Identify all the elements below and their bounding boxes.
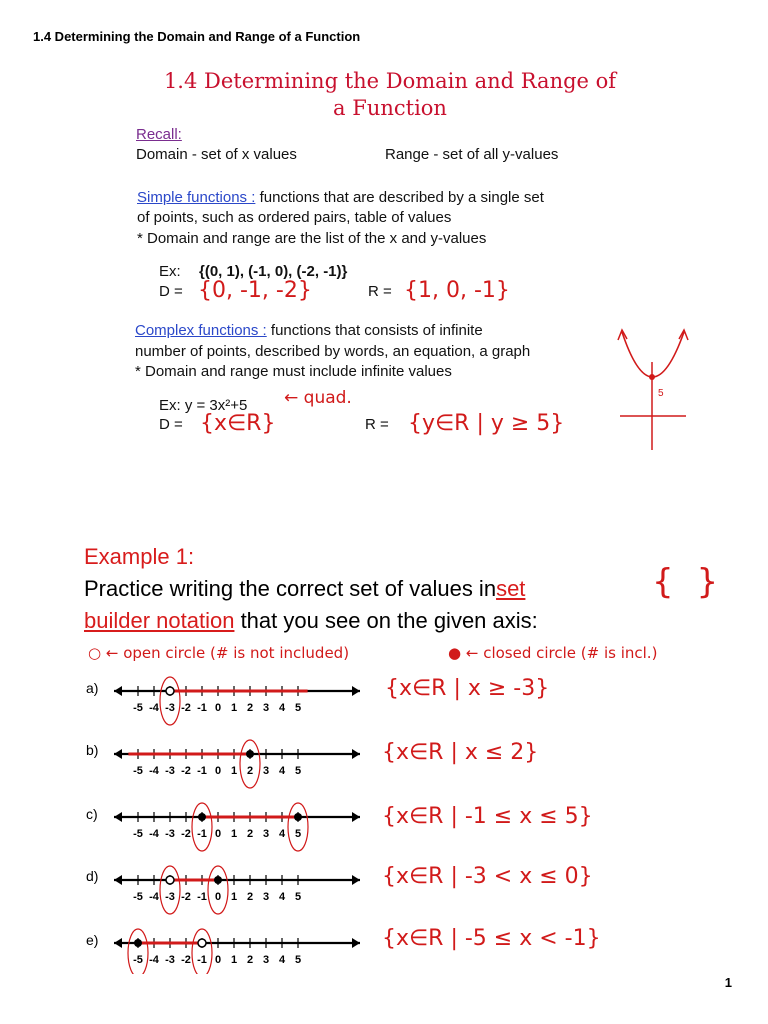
tick-label: 3 (262, 702, 270, 714)
quadratic-note: ← quad. (284, 388, 352, 408)
tick-label: 2 (246, 954, 254, 966)
axis-arrow-left (114, 875, 122, 885)
tick-label: -1 (197, 891, 207, 903)
endpoint-circle-mark (192, 803, 212, 851)
domain-definition: Domain - set of x values (136, 146, 297, 163)
tick-label: 4 (278, 891, 286, 903)
problem-a-label: a) (86, 680, 99, 696)
tick-label: -4 (149, 702, 159, 714)
tick-label: -2 (181, 828, 191, 840)
page-title (140, 68, 640, 122)
problem-e-label: e) (86, 932, 99, 948)
tick-label: 4 (278, 828, 286, 840)
complex-functions-text-3: * Domain and range must include infinite values (135, 363, 452, 380)
axis-arrow-right (352, 812, 360, 822)
tick-label: 0 (214, 954, 222, 966)
title-line-2: a Function (333, 96, 447, 120)
complex-functions-line-1 (135, 322, 483, 339)
tick-label: -1 (197, 954, 207, 966)
tick-label: -5 (133, 702, 143, 714)
graph-mark-label: 5 (658, 388, 664, 399)
complex-example-equation: Ex: y = 3x²+5 (159, 397, 248, 414)
tick-label: 3 (262, 765, 270, 777)
practice-line-1 (84, 576, 525, 602)
tick-label: -4 (149, 828, 159, 840)
problem-d-answer: {x∈R | -3 < x ≤ 0} (382, 864, 593, 889)
tick-label: -2 (181, 954, 191, 966)
tick-label: -4 (149, 891, 159, 903)
practice-text-2: that you see on the given axis: (234, 608, 538, 633)
tick-label: -3 (165, 828, 175, 840)
simple-domain-answer: {0, -1, -2} (198, 278, 312, 303)
simple-example-label: Ex: (159, 263, 181, 280)
builder-notation-link: builder notation (84, 608, 235, 633)
closed-endpoint (214, 876, 222, 884)
open-endpoint (166, 687, 174, 695)
closed-endpoint (134, 939, 142, 947)
tick-label: 1 (230, 828, 238, 840)
complex-range-label: R = (365, 416, 389, 433)
simple-example-set: {(0, 1), (-1, 0), (-2, -1)} (199, 263, 348, 280)
tick-label: 5 (294, 828, 302, 840)
simple-functions-text-2: of points, such as ordered pairs, table of values (137, 209, 452, 226)
tick-label: 4 (278, 954, 286, 966)
tick-label: -1 (197, 765, 207, 777)
tick-label: 2 (246, 765, 254, 777)
recall-label: Recall: (136, 126, 182, 143)
endpoint-circle-mark (208, 866, 228, 914)
simple-domain-label: D = (159, 283, 183, 300)
endpoint-circle-mark (128, 929, 148, 974)
problem-b-answer: {x∈R | x ≤ 2} (382, 740, 539, 765)
simple-range-answer: {1, 0, -1} (404, 278, 510, 303)
endpoint-circle-mark (192, 929, 212, 974)
closed-endpoint (198, 813, 206, 821)
complex-functions-text-2: number of points, described by words, an equation, a graph (135, 343, 531, 360)
tick-label: 0 (214, 891, 222, 903)
endpoint-circle-mark (160, 677, 180, 725)
simple-functions-label: Simple functions : (137, 189, 256, 206)
problem-b-label: b) (86, 742, 99, 758)
tick-label: 1 (230, 891, 238, 903)
tick-label: 5 (294, 891, 302, 903)
tick-label: -5 (133, 828, 143, 840)
simple-range-label: R = (368, 283, 392, 300)
complex-range-answer: {y∈R | y ≥ 5} (408, 411, 565, 436)
complex-domain-label: D = (159, 416, 183, 433)
tick-label: -2 (181, 702, 191, 714)
axis-arrow-left (114, 749, 122, 759)
tick-label: -2 (181, 765, 191, 777)
endpoint-circle-mark (240, 740, 260, 788)
tick-label: 4 (278, 765, 286, 777)
tick-label: -4 (149, 954, 159, 966)
tick-label: 2 (246, 702, 254, 714)
axis-arrow-left (114, 938, 122, 948)
simple-functions-line-1 (137, 189, 544, 206)
example-heading: Example 1: (84, 544, 195, 569)
practice-text: Practice writing the correct set of values in (84, 576, 497, 601)
open-endpoint (166, 876, 174, 884)
endpoint-circle-mark (160, 866, 180, 914)
tick-label: 3 (262, 891, 270, 903)
tick-label: 0 (214, 765, 222, 777)
tick-label: -3 (165, 954, 175, 966)
axis-arrow-left (114, 812, 122, 822)
complex-domain-answer: {x∈R} (200, 411, 276, 436)
tick-label: 3 (262, 954, 270, 966)
problem-c-label: c) (86, 806, 98, 822)
empty-braces: { } (652, 562, 725, 602)
tick-label: 5 (294, 954, 302, 966)
tick-label: 4 (278, 702, 286, 714)
tick-label: -3 (165, 891, 175, 903)
tick-label: 1 (230, 702, 238, 714)
tick-label: -4 (149, 765, 159, 777)
page-header: 1.4 Determining the Domain and Range of a Function (33, 29, 361, 44)
number-lines (110, 664, 380, 974)
tick-label: 1 (230, 765, 238, 777)
legend-open-circle: ○ ← open circle (# is not included) (88, 644, 350, 662)
problem-c-answer: {x∈R | -1 ≤ x ≤ 5} (382, 804, 593, 829)
complex-functions-text-1: functions that consists of infinite (270, 322, 483, 339)
simple-functions-text-3: * Domain and range are the list of the x and y-values (137, 230, 487, 247)
parabola-sketch (612, 322, 692, 452)
closed-endpoint (294, 813, 302, 821)
tick-label: 0 (214, 702, 222, 714)
tick-label: -5 (133, 891, 143, 903)
practice-line-2 (84, 608, 538, 634)
practice-set-link: set (496, 576, 526, 601)
title-line-1: 1.4 Determining the Domain and Range of (163, 69, 617, 93)
tick-label: 2 (246, 828, 254, 840)
endpoint-circle-mark (288, 803, 308, 851)
open-endpoint (198, 939, 206, 947)
tick-label: 1 (230, 954, 238, 966)
tick-label: 0 (214, 828, 222, 840)
axis-arrow-left (114, 686, 122, 696)
tick-label: 3 (262, 828, 270, 840)
tick-label: -1 (197, 828, 207, 840)
axis-arrow-right (352, 686, 360, 696)
closed-endpoint (246, 750, 254, 758)
tick-label: -5 (133, 765, 143, 777)
axis-arrow-right (352, 749, 360, 759)
tick-label: 5 (294, 765, 302, 777)
legend-closed-circle: ● ← closed circle (# is incl.) (448, 644, 658, 662)
tick-label: -1 (197, 702, 207, 714)
complex-functions-label: Complex functions : (135, 322, 267, 339)
problem-d-label: d) (86, 868, 99, 884)
simple-functions-text-1: functions that are described by a single set (259, 189, 544, 206)
problem-a-answer: {x∈R | x ≥ -3} (385, 676, 550, 701)
tick-label: -3 (165, 765, 175, 777)
tick-label: -5 (133, 954, 143, 966)
tick-label: 2 (246, 891, 254, 903)
tick-label: -2 (181, 891, 191, 903)
tick-label: -3 (165, 702, 175, 714)
range-definition: Range - set of all y-values (385, 146, 559, 163)
page-number: 1 (724, 975, 732, 990)
problem-e-answer: {x∈R | -5 ≤ x < -1} (382, 926, 601, 951)
axis-arrow-right (352, 938, 360, 948)
tick-label: 5 (294, 702, 302, 714)
axis-arrow-right (352, 875, 360, 885)
